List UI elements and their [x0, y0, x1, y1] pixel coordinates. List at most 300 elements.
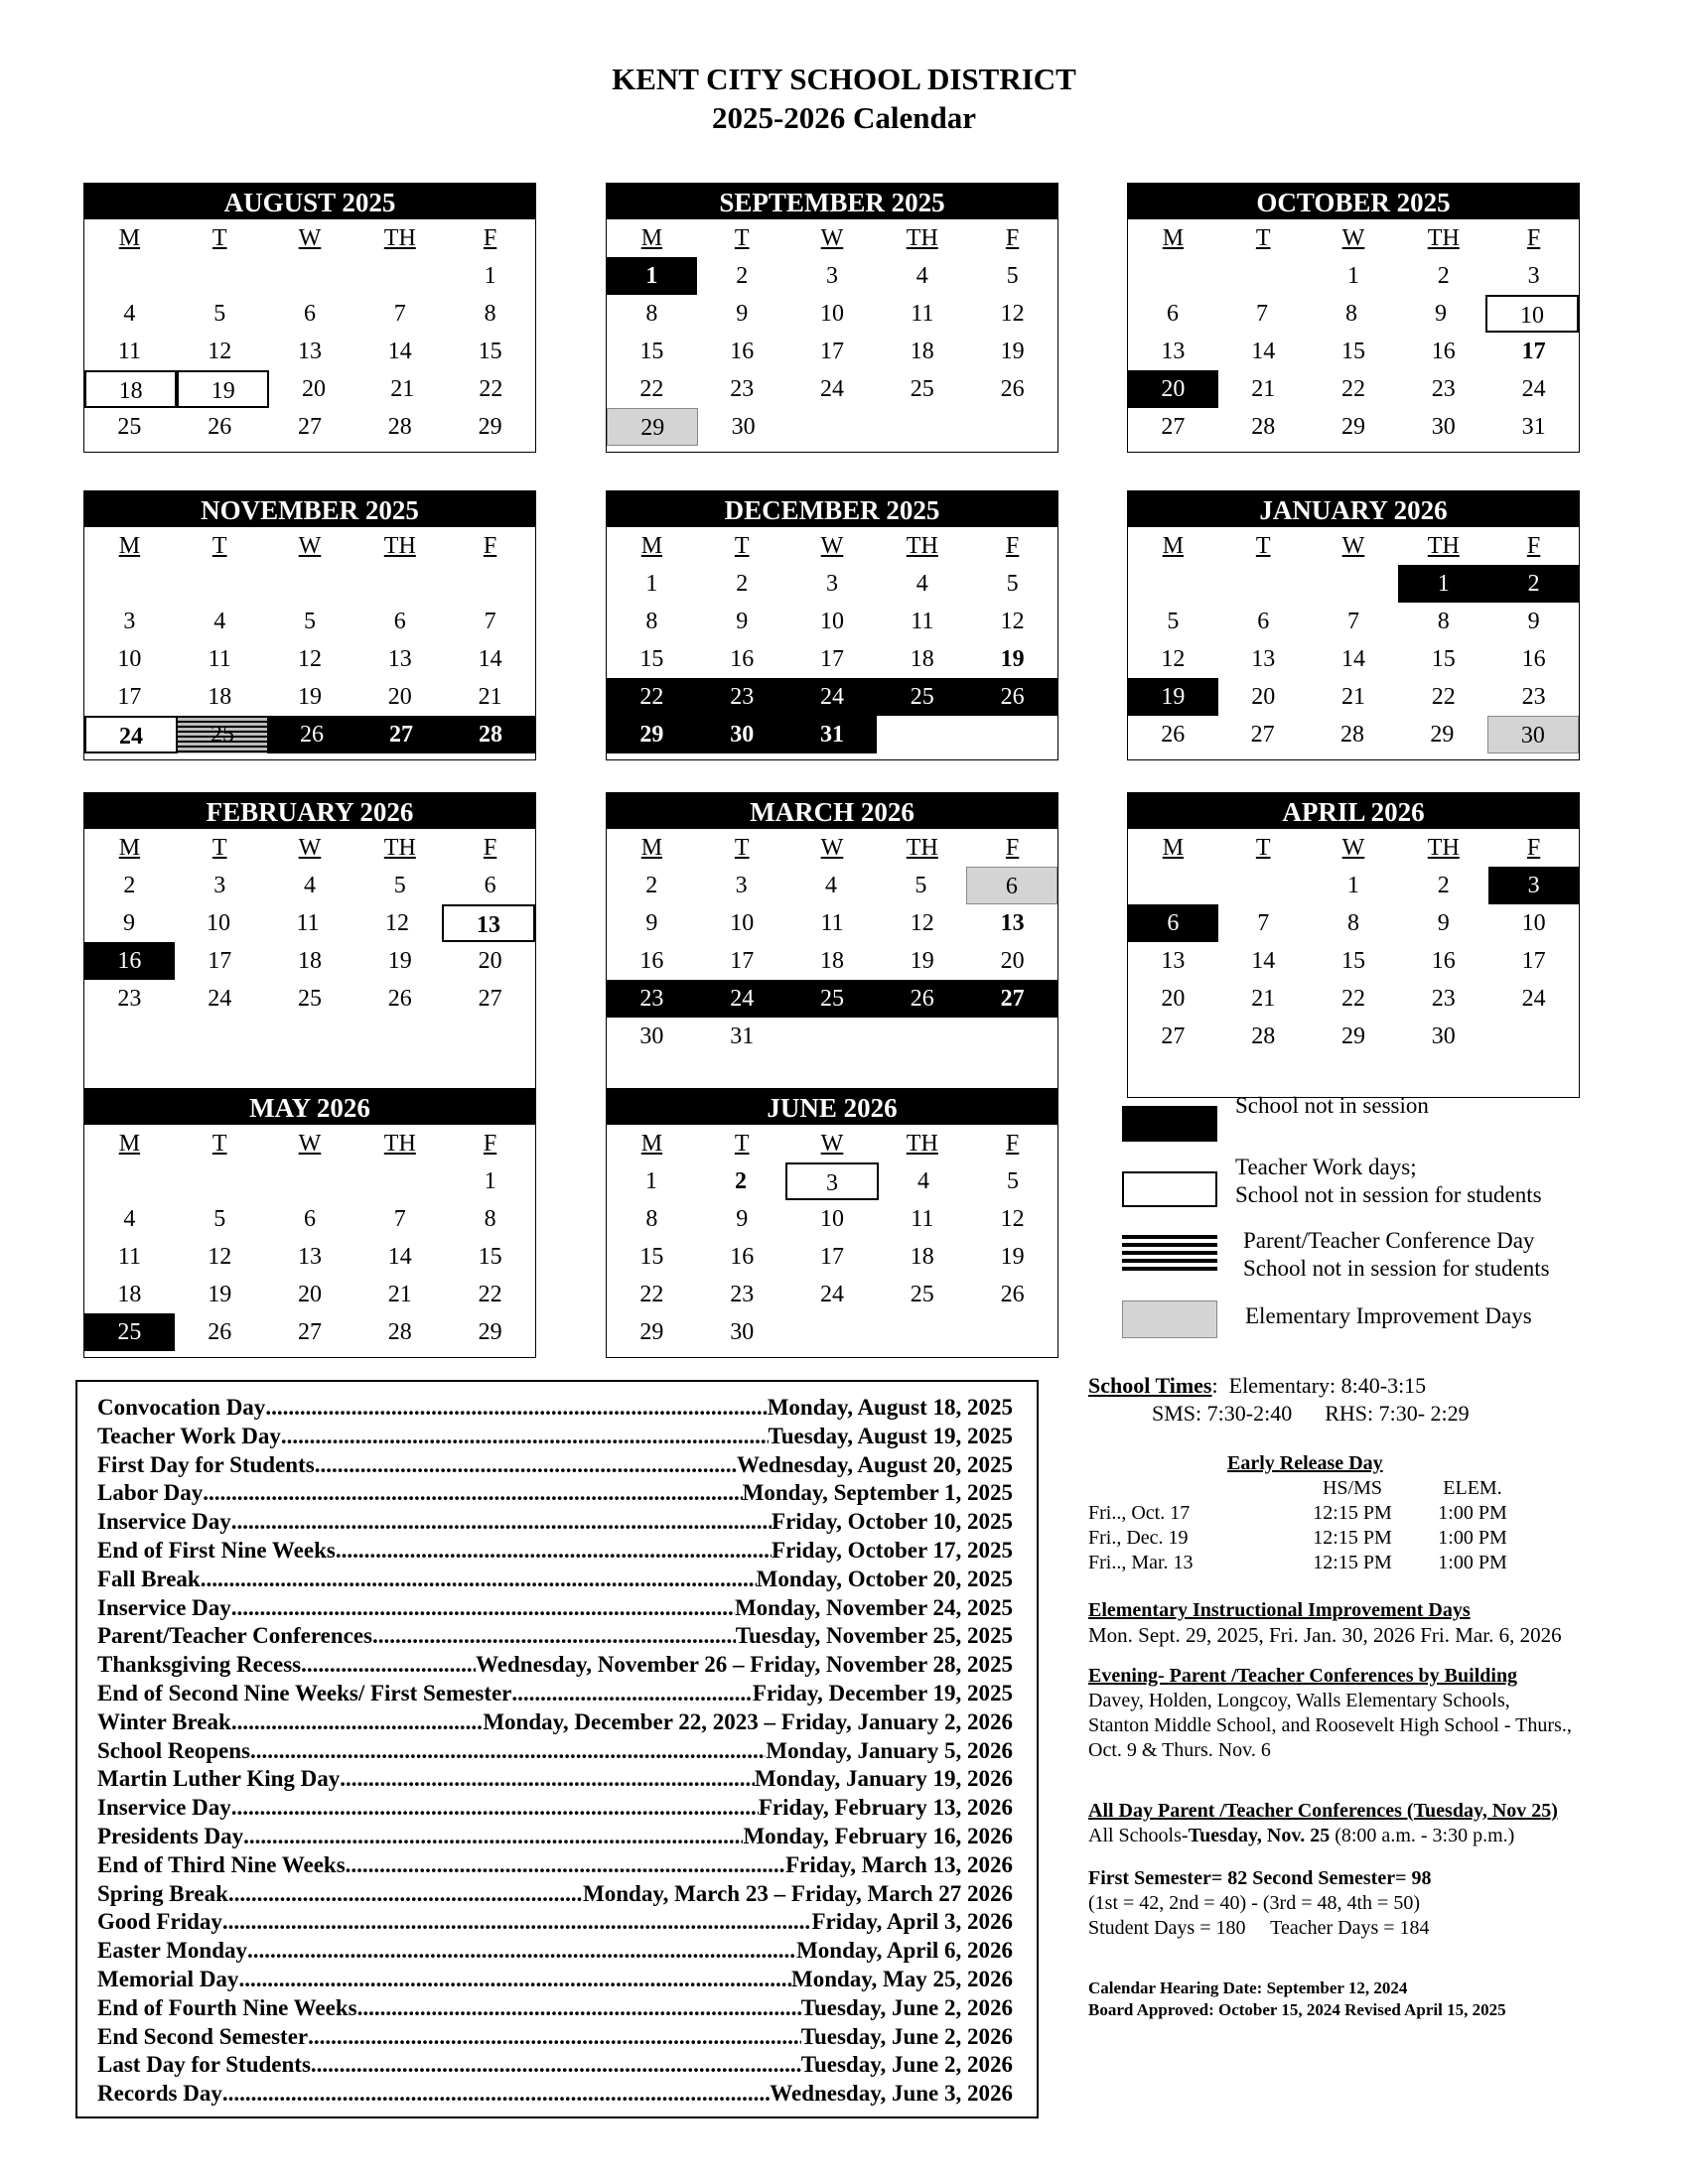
- month-calendar: [1127, 183, 1580, 453]
- day-cell: 7: [393, 1206, 406, 1232]
- day-cell: [968, 408, 1057, 446]
- day-cell: 11: [911, 301, 934, 327]
- event-date: Tuesday, November 25, 2025: [735, 1623, 1013, 1649]
- day-cell: 6: [303, 301, 316, 327]
- event-leader-dots: [201, 1566, 757, 1594]
- event-leader-dots: [346, 1851, 785, 1880]
- day-cell: 15: [639, 339, 664, 364]
- day-cell: 10: [730, 910, 755, 936]
- weekday-header: [607, 1125, 1057, 1162]
- day-cell: 8: [484, 301, 496, 327]
- early-release-day: Fri.., Oct. 17: [1088, 1502, 1191, 1524]
- event-leader-dots: [222, 1908, 812, 1937]
- weekday-header: [607, 527, 1057, 565]
- event-date: Tuesday, August 19, 2025: [768, 1423, 1013, 1448]
- day-cell: 15: [1340, 948, 1365, 974]
- day-cell: [1128, 867, 1218, 904]
- event-name: Easter Monday: [97, 1938, 247, 1964]
- day-cell: 29: [478, 1319, 502, 1345]
- event-row: [97, 1966, 1013, 1994]
- weekday-label: W: [1341, 225, 1365, 251]
- event-date: Tuesday, June 2, 2026: [800, 2023, 1013, 2049]
- day-cell: 20: [1251, 684, 1276, 710]
- event-leader-dots: [247, 1937, 796, 1966]
- day-cell: 15: [1431, 646, 1456, 672]
- day-cell: [175, 257, 265, 295]
- day-cell: 22: [1340, 376, 1365, 402]
- day-cell: 22: [639, 376, 664, 402]
- day-cell: 21: [478, 684, 502, 710]
- day-cell: 10: [117, 646, 142, 672]
- month-calendar: [606, 1088, 1058, 1358]
- day-cell: 9: [1437, 910, 1450, 936]
- day-cell: 1: [645, 571, 658, 597]
- day-cell: 13: [297, 1244, 322, 1270]
- day-cell: 26: [1161, 722, 1186, 748]
- weekday-header: [84, 219, 535, 257]
- week-row: [607, 1276, 1057, 1313]
- day-cell: 4: [123, 301, 136, 327]
- day-cell: [967, 716, 1057, 753]
- day-cell: 30: [730, 1319, 755, 1345]
- event-row: [97, 1394, 1013, 1423]
- day-cell: 27: [356, 716, 446, 753]
- day-cell: 29: [1340, 1024, 1365, 1049]
- month-title: JANUARY 2026: [1128, 491, 1579, 527]
- month-title: MARCH 2026: [607, 793, 1057, 829]
- day-cell: [787, 1018, 878, 1055]
- day-cell: [967, 1313, 1057, 1351]
- day-cell: [1218, 867, 1309, 904]
- day-cell: 11: [911, 609, 934, 634]
- day-cell: 2: [123, 873, 136, 898]
- event-name: Last Day for Students: [97, 2052, 311, 2078]
- day-cell: 5: [213, 301, 226, 327]
- event-date: Friday, October 10, 2025: [772, 1509, 1013, 1535]
- day-cell: 24: [697, 980, 787, 1018]
- event-date: Friday, December 19, 2025: [752, 1680, 1013, 1706]
- allday-conf-prefix: All Schools-: [1088, 1825, 1189, 1846]
- event-leader-dots: [231, 1794, 759, 1823]
- day-cell: [84, 565, 175, 603]
- day-cell: 22: [1431, 684, 1456, 710]
- school-times-elementary: Elementary: 8:40-3:15: [1228, 1373, 1427, 1398]
- event-row: [97, 1994, 1013, 2023]
- allday-conferences: [1088, 1799, 1684, 1848]
- day-cell: 10: [819, 609, 844, 634]
- day-cell: 24: [819, 1282, 844, 1307]
- day-cell: 4: [213, 609, 226, 634]
- event-date: Friday, October 17, 2025: [772, 1537, 1013, 1563]
- day-cell: 12: [1000, 609, 1025, 634]
- day-cell: 8: [484, 1206, 496, 1232]
- improvement-days: [1088, 1598, 1684, 1648]
- day-cell: 26: [208, 414, 232, 440]
- day-cell: 26: [267, 716, 356, 753]
- day-cell: 6: [1128, 904, 1218, 942]
- weekday-header: [84, 1125, 535, 1162]
- week-row: [84, 980, 535, 1018]
- week-row: [84, 1313, 535, 1351]
- week-row: [84, 257, 535, 295]
- day-cell: [788, 408, 878, 446]
- week-row: [84, 1018, 535, 1055]
- week-row: [607, 1313, 1057, 1351]
- day-cell: 25: [84, 1313, 175, 1351]
- week-row: [1128, 1018, 1579, 1055]
- legend-conference-1: Parent/Teacher Conference Day: [1243, 1228, 1535, 1253]
- day-cell: [265, 1162, 355, 1200]
- weekday-label: F: [1526, 835, 1541, 861]
- event-leader-dots: [250, 1737, 766, 1766]
- month-title: MAY 2026: [84, 1089, 535, 1125]
- day-cell: 20: [387, 684, 412, 710]
- event-name: Records Day: [97, 2081, 222, 2107]
- event-name: Inservice Day: [97, 1795, 231, 1821]
- day-cell: [445, 1018, 535, 1055]
- day-cell: 27: [1250, 722, 1275, 748]
- day-cell: 19: [387, 948, 412, 974]
- weekday-label: F: [1005, 225, 1020, 251]
- month-title: JUNE 2026: [607, 1089, 1057, 1125]
- day-cell: [1309, 565, 1399, 603]
- day-cell: 24: [84, 716, 178, 753]
- event-leader-dots: [228, 1880, 583, 1909]
- week-row: [84, 408, 535, 446]
- event-date: Monday, December 22, 2023 – Friday, January 2, 2026: [483, 1708, 1013, 1734]
- allday-conf-day: Tuesday, Nov. 25: [1188, 1825, 1331, 1846]
- month-calendar: [83, 490, 536, 760]
- event-leader-dots: [231, 1594, 735, 1623]
- weekday-label: W: [820, 835, 844, 861]
- weekday-header: [84, 829, 535, 867]
- day-cell: 3: [785, 1162, 879, 1200]
- day-cell: 10: [207, 910, 230, 936]
- event-name: First Day for Students: [97, 1451, 315, 1477]
- event-row: [97, 1680, 1013, 1708]
- day-cell: 27: [297, 1319, 322, 1345]
- day-cell: 2: [735, 1168, 747, 1194]
- event-leader-dots: [340, 1765, 755, 1794]
- day-cell: 8: [645, 609, 658, 634]
- week-row: [1128, 904, 1579, 942]
- day-cell: 29: [1430, 722, 1455, 748]
- day-cell: 18: [910, 646, 934, 672]
- event-leader-dots: [222, 2080, 770, 2109]
- day-cell: 13: [1251, 646, 1276, 672]
- day-cell: 20: [1128, 370, 1218, 408]
- week-row: [1128, 370, 1579, 408]
- allday-conf-time: (8:00 a.m. - 3:30 p.m.): [1335, 1825, 1515, 1846]
- day-cell: 17: [208, 948, 232, 974]
- day-cell: 7: [1346, 609, 1359, 634]
- event-name: Memorial Day: [97, 1966, 239, 1991]
- week-row: [607, 678, 1057, 716]
- day-cell: 23: [607, 980, 697, 1018]
- day-cell: 6: [484, 873, 496, 898]
- week-row: [84, 603, 535, 640]
- day-cell: 13: [442, 904, 535, 942]
- week-row: [607, 1162, 1057, 1200]
- early-release-col-hs: HS/MS: [1322, 1477, 1383, 1499]
- week-row: [84, 942, 535, 980]
- early-release-elem-time: 1:00 PM: [1438, 1552, 1507, 1573]
- day-cell: 29: [607, 408, 698, 446]
- event-date: Monday, August 18, 2025: [767, 1395, 1013, 1420]
- event-leader-dots: [203, 1479, 742, 1508]
- weekday-label: TH: [383, 835, 416, 861]
- day-cell: 29: [478, 414, 502, 440]
- day-cell: 29: [1340, 414, 1365, 440]
- day-cell: 9: [736, 609, 749, 634]
- day-cell: 19: [297, 684, 322, 710]
- day-cell: 15: [478, 1244, 502, 1270]
- day-cell: 4: [825, 873, 838, 898]
- day-cell: 25: [910, 1282, 934, 1307]
- day-cell: 10: [1485, 295, 1579, 333]
- event-date: Wednesday, June 3, 2026: [770, 2081, 1013, 2107]
- week-row: [1128, 942, 1579, 980]
- weekday-label: F: [483, 1131, 497, 1157]
- weekday-label: M: [118, 1131, 141, 1157]
- day-cell: 21: [1251, 376, 1276, 402]
- day-cell: [1488, 1018, 1579, 1055]
- day-cell: 27: [967, 980, 1057, 1018]
- day-cell: 30: [697, 716, 787, 753]
- weekday-header: [1128, 829, 1579, 867]
- week-row: [84, 333, 535, 370]
- day-cell: 16: [730, 339, 755, 364]
- day-cell: 15: [639, 646, 664, 672]
- weekday-label: F: [483, 835, 497, 861]
- legend-gray-swatch: [1122, 1300, 1217, 1338]
- day-cell: 24: [208, 986, 232, 1012]
- day-cell: [878, 408, 967, 446]
- event-row: [97, 1823, 1013, 1851]
- weekday-header: [84, 527, 535, 565]
- calendar-year-title: 2025-2026 Calendar: [711, 100, 977, 135]
- day-cell: 22: [479, 376, 503, 402]
- event-date: Wednesday, August 20, 2025: [737, 1451, 1013, 1477]
- day-cell: 25: [178, 716, 267, 753]
- event-leader-dots: [308, 2023, 801, 2052]
- event-row: [97, 1479, 1013, 1508]
- weekday-header: [1128, 219, 1579, 257]
- early-release-hs-time: 12:15 PM: [1313, 1552, 1392, 1573]
- event-row: [97, 1737, 1013, 1766]
- early-release-table: [1088, 1476, 1527, 1575]
- week-row: [84, 1162, 535, 1200]
- day-cell: 5: [1006, 263, 1019, 289]
- events-list: [75, 1380, 1039, 2118]
- day-cell: 11: [117, 1244, 141, 1270]
- week-row: [1128, 603, 1579, 640]
- week-row: [1128, 565, 1579, 603]
- event-name: Inservice Day: [97, 1509, 231, 1535]
- school-times: [1088, 1372, 1684, 1428]
- day-cell: 6: [393, 609, 406, 634]
- day-cell: 18: [910, 1244, 934, 1270]
- event-leader-dots: [231, 1708, 484, 1737]
- weekday-label: M: [118, 533, 141, 559]
- day-cell: 3: [825, 263, 838, 289]
- day-cell: 22: [607, 678, 697, 716]
- day-cell: 17: [819, 339, 844, 364]
- weekday-label: M: [118, 835, 141, 861]
- legend-box-swatch: [1122, 1171, 1217, 1207]
- weekday-label: W: [298, 1131, 322, 1157]
- event-date: Friday, April 3, 2026: [811, 1909, 1013, 1935]
- month-calendar: [606, 183, 1058, 453]
- day-cell: 28: [1340, 722, 1365, 748]
- day-cell: 23: [730, 376, 755, 402]
- day-cell: 16: [639, 948, 664, 974]
- day-cell: 19: [177, 370, 269, 408]
- day-cell: 18: [84, 370, 177, 408]
- weekday-label: M: [1162, 533, 1185, 559]
- day-cell: 4: [123, 1206, 136, 1232]
- weekday-label: F: [1005, 533, 1020, 559]
- day-cell: 25: [297, 986, 322, 1012]
- day-cell: 21: [1251, 986, 1276, 1012]
- weekday-label: M: [1162, 835, 1185, 861]
- day-cell: 16: [84, 942, 175, 980]
- week-row: [1128, 408, 1579, 446]
- board-footer: [1088, 1978, 1684, 2021]
- week-row: [607, 980, 1057, 1018]
- day-cell: 14: [387, 1244, 412, 1270]
- weekday-label: W: [298, 835, 322, 861]
- day-cell: 22: [1340, 986, 1365, 1012]
- weekday-label: T: [211, 835, 227, 861]
- legend-conference-2: School not in session for students: [1243, 1256, 1550, 1281]
- early-release-title: Early Release Day: [1227, 1452, 1383, 1474]
- day-cell: 8: [1437, 609, 1450, 634]
- weekday-label: W: [298, 225, 322, 251]
- day-cell: 5: [213, 1206, 226, 1232]
- event-row: [97, 1508, 1013, 1537]
- event-name: Inservice Day: [97, 1594, 231, 1620]
- event-date: Monday, March 23 – Friday, March 27 2026: [583, 1880, 1013, 1906]
- day-cell: 28: [1251, 414, 1276, 440]
- day-cell: 17: [819, 646, 844, 672]
- weekday-label: T: [211, 225, 227, 251]
- month-calendar: [606, 490, 1058, 760]
- event-leader-dots: [357, 1994, 801, 2023]
- week-row: [84, 716, 535, 753]
- day-cell: 1: [1346, 263, 1359, 289]
- day-cell: [84, 1162, 175, 1200]
- day-cell: 17: [1521, 339, 1546, 364]
- evening-conf-line2: Stanton Middle School, and Roosevelt High School - Thurs.,: [1088, 1714, 1572, 1736]
- event-name: Martin Luther King Day: [97, 1766, 341, 1792]
- day-cell: 17: [730, 948, 755, 974]
- hearing-date: Calendar Hearing Date: September 12, 2024: [1088, 1979, 1408, 1997]
- month-title: FEBRUARY 2026: [84, 793, 535, 829]
- early-release-row: [1088, 1501, 1527, 1526]
- day-cell: 24: [1521, 986, 1546, 1012]
- day-cell: [265, 565, 355, 603]
- day-cell: 5: [393, 873, 406, 898]
- day-cell: 11: [208, 646, 231, 672]
- day-cell: 17: [117, 684, 142, 710]
- day-cell: 31: [730, 1024, 755, 1049]
- day-cell: 4: [303, 873, 316, 898]
- day-cell: 9: [1435, 301, 1447, 327]
- day-cell: 11: [820, 910, 844, 936]
- weekday-label: T: [1255, 533, 1271, 559]
- weekday-header: [607, 829, 1057, 867]
- day-cell: 23: [730, 1282, 755, 1307]
- day-cell: 5: [914, 873, 927, 898]
- day-cell: 20: [1161, 986, 1186, 1012]
- weekday-label: W: [1341, 533, 1365, 559]
- day-cell: 5: [1167, 609, 1180, 634]
- event-leader-dots: [231, 1508, 772, 1537]
- weekday-header: [607, 219, 1057, 257]
- day-cell: 9: [736, 301, 749, 327]
- day-cell: 5: [1006, 571, 1019, 597]
- day-cell: [175, 1018, 265, 1055]
- day-cell: 15: [478, 339, 502, 364]
- semester-line2: (1st = 42, 2nd = 40) - (3rd = 48, 4th = 50): [1088, 1892, 1420, 1914]
- event-row: [97, 1880, 1013, 1909]
- day-cell: 24: [1521, 376, 1546, 402]
- day-cell: 13: [1161, 948, 1186, 974]
- event-leader-dots: [238, 1966, 791, 1994]
- event-name: Convocation Day: [97, 1395, 266, 1420]
- day-cell: [877, 1018, 967, 1055]
- weekday-label: TH: [383, 1131, 416, 1157]
- day-cell: 19: [1128, 678, 1218, 716]
- day-cell: 4: [917, 1168, 929, 1194]
- early-release-day: Fri., Dec. 19: [1088, 1527, 1189, 1549]
- event-date: Tuesday, June 2, 2026: [800, 2052, 1013, 2078]
- day-cell: 17: [819, 1244, 844, 1270]
- day-cell: 22: [639, 1282, 664, 1307]
- day-cell: 28: [446, 716, 535, 753]
- event-name: Good Friday: [97, 1909, 222, 1935]
- event-name: School Reopens: [97, 1737, 250, 1763]
- day-cell: 14: [1251, 339, 1276, 364]
- event-leader-dots: [265, 1394, 767, 1423]
- day-cell: 19: [910, 948, 934, 974]
- event-row: [97, 1937, 1013, 1966]
- week-row: [84, 1276, 535, 1313]
- day-cell: 14: [478, 646, 502, 672]
- event-leader-dots: [511, 1680, 752, 1708]
- day-cell: 2: [1488, 565, 1579, 603]
- early-release-hs-time: 12:15 PM: [1313, 1502, 1392, 1524]
- day-cell: 18: [297, 948, 322, 974]
- day-cell: 3: [825, 571, 838, 597]
- day-cell: 27: [1161, 1024, 1186, 1049]
- day-cell: 6: [303, 1206, 316, 1232]
- event-row: [97, 1708, 1013, 1737]
- weekday-label: T: [1255, 835, 1271, 861]
- day-cell: 26: [1000, 1282, 1025, 1307]
- board-approved: Board Approved: October 15, 2024 Revised April 15, 2025: [1088, 2000, 1506, 2019]
- day-cell: 5: [303, 609, 316, 634]
- day-cell: 9: [123, 910, 135, 936]
- day-cell: 11: [117, 339, 141, 364]
- week-row: [607, 257, 1057, 295]
- weekday-label: TH: [906, 835, 938, 861]
- day-cell: 15: [1340, 339, 1365, 364]
- weekday-label: T: [734, 835, 750, 861]
- day-cell: 27: [478, 986, 502, 1012]
- day-cell: [265, 257, 355, 295]
